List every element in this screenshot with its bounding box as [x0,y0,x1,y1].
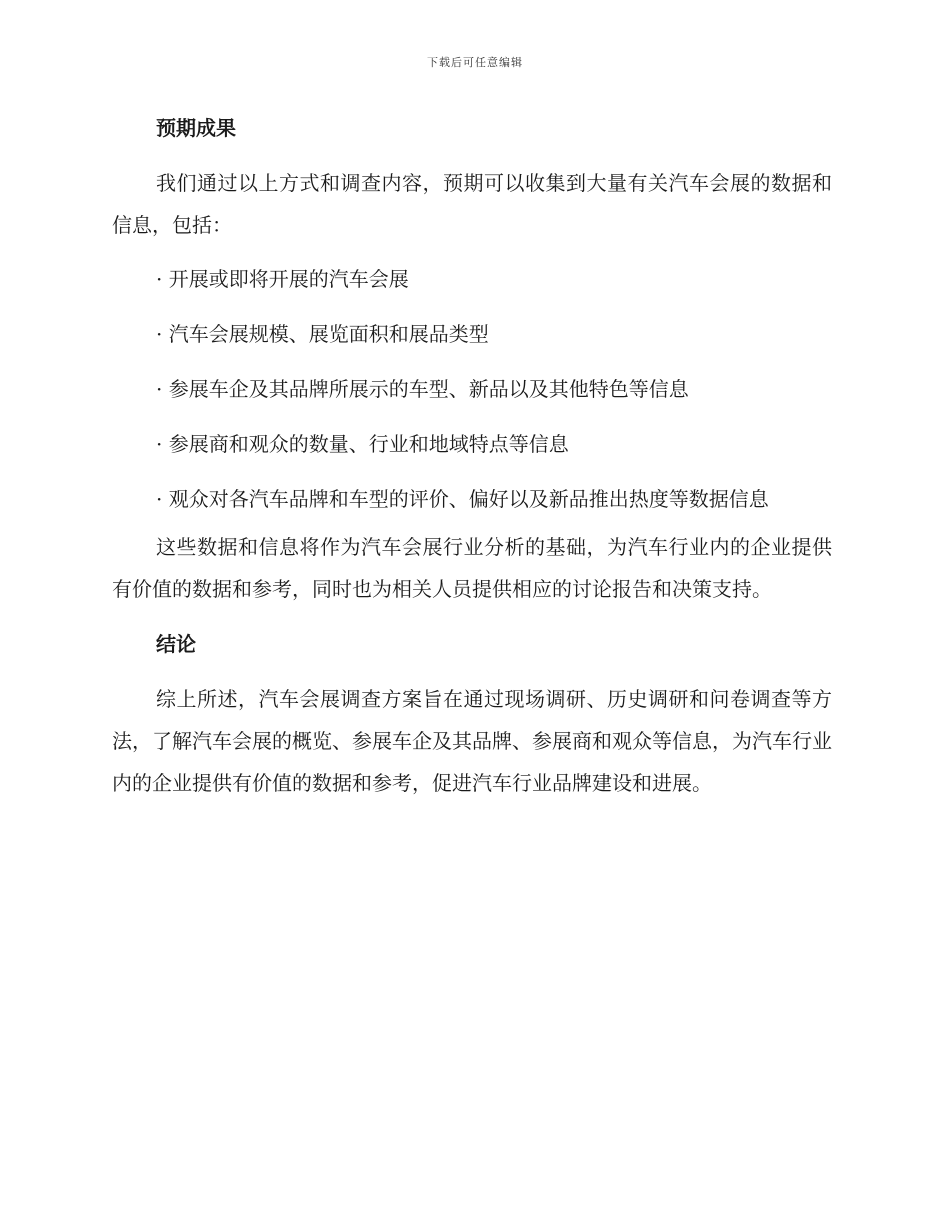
expected-results-closing: 这些数据和信息将作为汽车会展行业分析的基础，为汽车行业内的企业提供有价值的数据和参考，同时也为相关人员提供相应的讨论报告和决策支持。 [112,535,832,601]
page-header-note: 下载后可任意编辑 [427,56,523,69]
expected-results-intro: 我们通过以上方式和调查内容，预期可以收集到大量有关汽车会展的数据和信息，包括： [112,171,832,237]
bullet-item: · 观众对各汽车品牌和车型的评价、偏好以及新品推出热度等数据信息 [156,487,769,511]
document-body [112,110,832,810]
bullet-item: · 参展车企及其品牌所展示的车型、新品以及其他特色等信息 [156,377,689,401]
section-heading-conclusion: 结论 [156,632,196,656]
section-heading-expected-results: 预期成果 [156,116,236,140]
bullet-item: · 参展商和观众的数量、行业和地域特点等信息 [156,432,569,456]
conclusion-body: 综上所述，汽车会展调查方案旨在通过现场调研、历史调研和问卷调查等方法，了解汽车会展的概览、参展车企及其品牌、参展商和观众等信息，为汽车行业内的企业提供有价值的数据和参考，促进汽车行业品牌建设和进展。 [112,687,832,795]
bullet-item: · 开展或即将开展的汽车会展 [156,267,409,291]
bullet-item: · 汽车会展规模、展览面积和展品类型 [156,322,489,346]
